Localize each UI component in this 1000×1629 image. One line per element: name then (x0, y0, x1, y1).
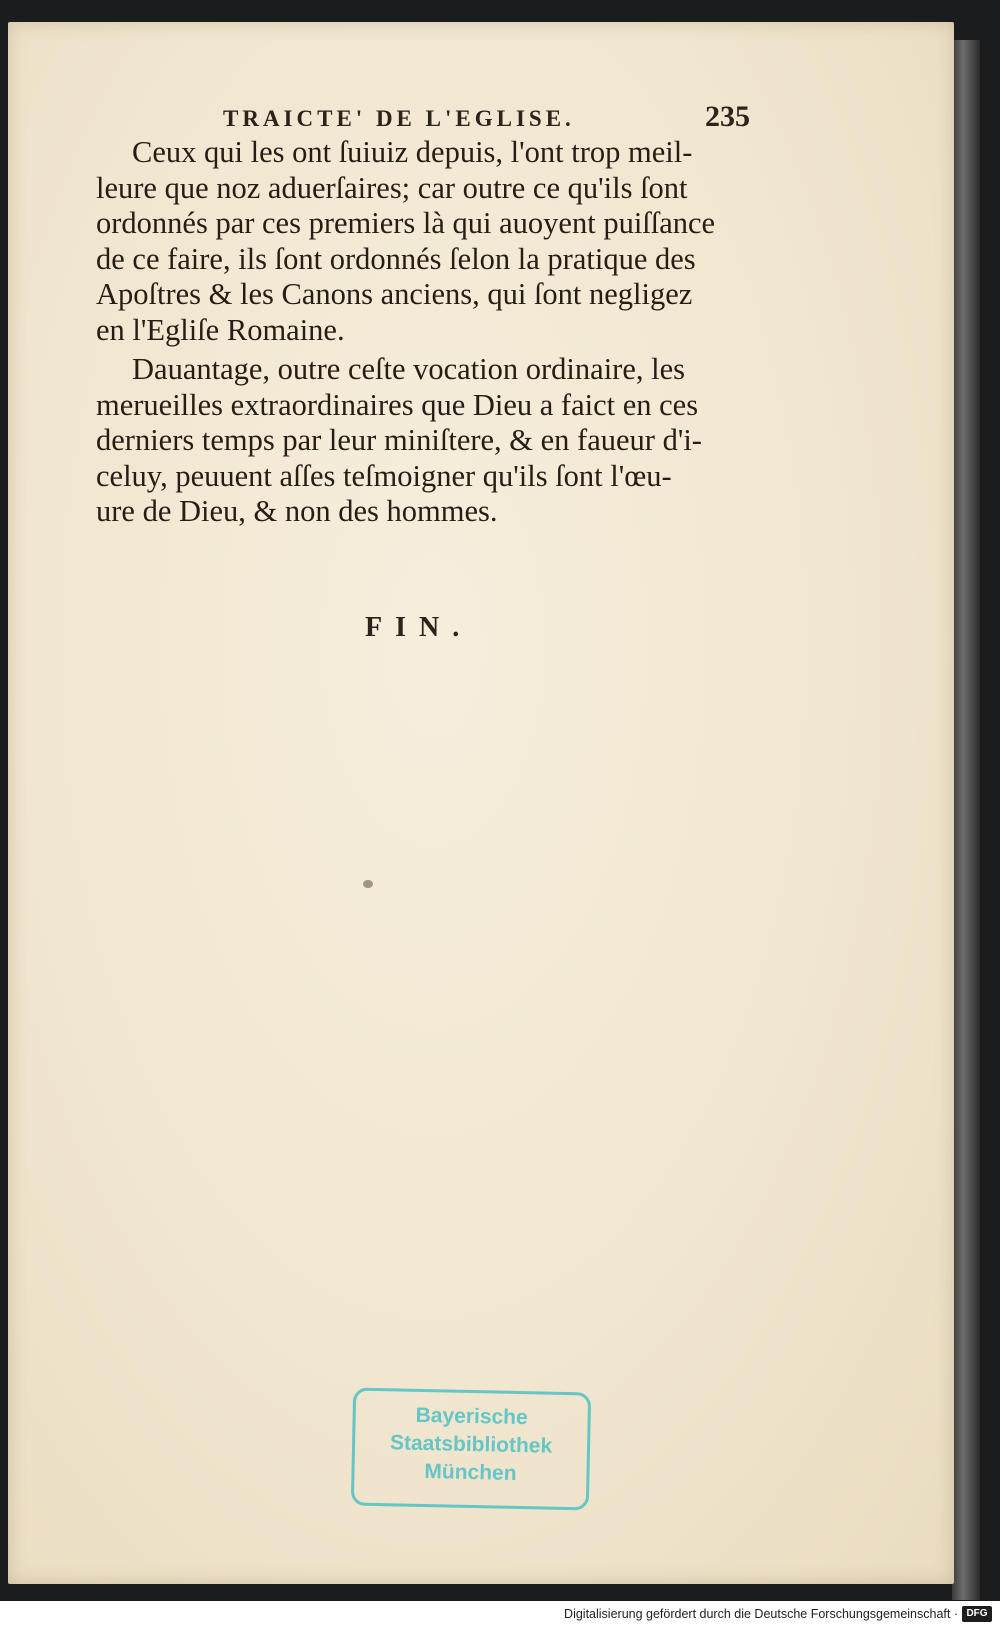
text-line: ordonnés par ces premiers là qui auoyent puiſſance (96, 206, 716, 240)
running-title: TRAICTE' DE L'EGLISE. (223, 106, 575, 131)
funding-notice: Digitalisierung gefördert durch die Deutsche Forschungsgemeinschaft · (564, 1607, 958, 1621)
text-line: merueilles extraordinaires que Dieu a faict en ces (96, 387, 699, 422)
text-line: de ce faire, ils ſont ordonnés ſelon la pratique des (96, 241, 696, 276)
dfg-logo-icon: DFG (962, 1606, 992, 1622)
text-line: en l'Egliſe Romaine. (96, 312, 345, 347)
text-line: Dauantage, outre ceſte vocation ordinaire, les (132, 352, 685, 386)
text-line: ure de Dieu, & non des hommes. (96, 494, 498, 528)
footer-bar (0, 1601, 1000, 1629)
paragraph (96, 135, 751, 348)
ink-speck (363, 880, 373, 888)
closing-fin: FIN. (365, 612, 473, 643)
stamp-line: Bayerische (415, 1403, 528, 1430)
running-head (105, 100, 760, 140)
page-number: 235 (705, 100, 750, 133)
body-text (96, 135, 751, 530)
stamp-line: Staatsbibliothek (389, 1431, 553, 1458)
paragraph (96, 352, 751, 530)
text-line: Ceux qui les ont ſuiuiz depuis, l'ont trop meil- (132, 135, 693, 169)
stamp-line: München (424, 1460, 517, 1485)
text-line: celuy, peuuent aſſes teſmoigner qu'ils ſont l'œu- (96, 458, 672, 493)
text-line: derniers temps par leur miniſtere, & en faueur d'i- (96, 423, 702, 457)
text-line: Apoſtres & les Canons anciens, qui ſont negligez (96, 277, 693, 311)
text-line: leure que noz aduerſaires; car outre ce qu'ils ſont (96, 170, 688, 205)
page-edge (952, 40, 980, 1600)
library-stamp (351, 1388, 591, 1511)
